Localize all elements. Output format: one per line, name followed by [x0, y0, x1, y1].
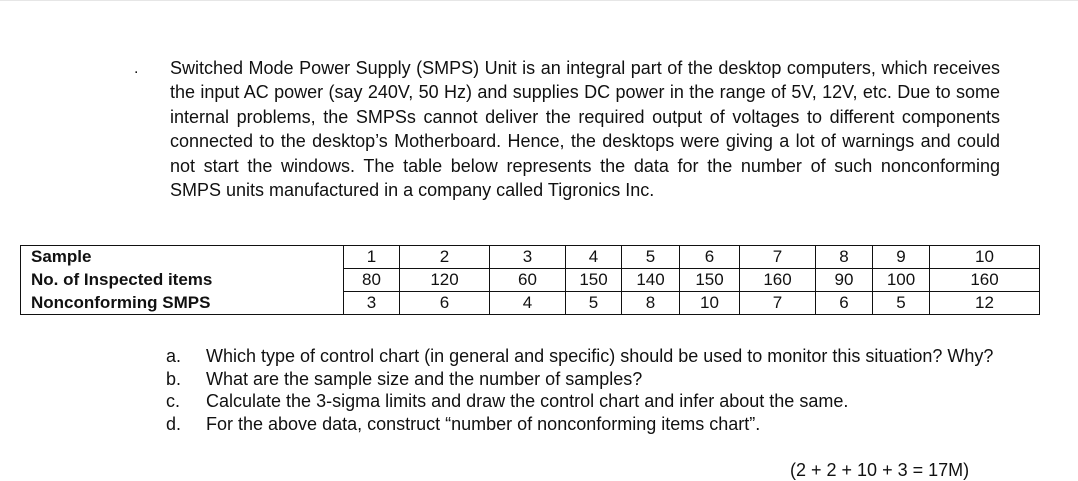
question-list: [166, 345, 1016, 435]
table-cell: 8: [816, 246, 873, 269]
question-item-d: [166, 413, 1016, 436]
table-cell: 5: [873, 292, 930, 315]
question-letter: c.: [166, 391, 181, 411]
marks-allocation: (2 + 2 + 10 + 3 = 17M): [790, 460, 970, 480]
table-cell: 5: [622, 246, 680, 269]
top-divider: [0, 0, 1078, 1]
table-cell: 9: [873, 246, 930, 269]
table-cell: 80: [344, 269, 400, 292]
table-cell: 120: [400, 269, 490, 292]
table-cell: 5: [566, 292, 622, 315]
table-cell: 160: [930, 269, 1040, 292]
table-cell: 4: [566, 246, 622, 269]
table-cell: 10: [680, 292, 740, 315]
table-cell: 12: [930, 292, 1040, 315]
table-cell: 2: [400, 246, 490, 269]
table-cell: 1: [344, 246, 400, 269]
row-label-nonconforming: Nonconforming SMPS: [21, 292, 344, 315]
question-item-a: [166, 345, 1016, 368]
table-cell: 7: [740, 246, 816, 269]
table-cell: 4: [490, 292, 566, 315]
question-text: Calculate the 3-sigma limits and draw the control chart and infer about the same.: [206, 391, 849, 411]
question-letter: a.: [166, 346, 182, 366]
question-item-c: [166, 390, 1016, 413]
table-cell: 140: [622, 269, 680, 292]
table-cell: 90: [816, 269, 873, 292]
smps-data-table: [20, 245, 1040, 315]
table-cell: 150: [680, 269, 740, 292]
table-cell: 160: [740, 269, 816, 292]
table-cell: 60: [490, 269, 566, 292]
table-cell: 100: [873, 269, 930, 292]
table-cell: 150: [566, 269, 622, 292]
table-cell: 6: [400, 292, 490, 315]
table-cell: 8: [622, 292, 680, 315]
table-row-inspected: [21, 269, 1040, 292]
table-cell: 10: [930, 246, 1040, 269]
question-letter: d.: [166, 413, 182, 434]
table-cell: 3: [344, 292, 400, 315]
table-cell: 3: [490, 246, 566, 269]
table-cell: 7: [740, 292, 816, 315]
bullet-marker: .: [134, 60, 139, 77]
intro-paragraph: Switched Mode Power Supply (SMPS) Unit is an integral part of the desktop computers, which receives the input AC power (say 240V, 50 Hz) and supplies DC power in the range of 5V, 12V, etc. Due to some internal problems, the SMPSs cannot deliver the required output of voltages to different components connected to the desktop’s Motherboard. Hence, the desktops were giving a lot of warnings and could not start the windows. The table below represents the data for the number of such nonconforming SMPS units manufactured in a company called Tigronics Inc.: [170, 58, 1000, 201]
table-cell: 6: [680, 246, 740, 269]
table-row-sample: [21, 246, 1040, 269]
question-letter: b.: [166, 368, 182, 389]
question-text: Which type of control chart (in general and specific) should be used to monitor this situation? Why?: [206, 346, 994, 366]
table-cell: 6: [816, 292, 873, 315]
question-item-b: [166, 368, 1016, 391]
row-label-sample: Sample: [21, 246, 344, 269]
question-text: What are the sample size and the number of samples?: [206, 368, 643, 389]
table-row-nonconforming: [21, 292, 1040, 315]
row-label-inspected: No. of Inspected items: [21, 269, 344, 292]
question-text: For the above data, construct “number of nonconforming items chart”.: [206, 413, 761, 434]
